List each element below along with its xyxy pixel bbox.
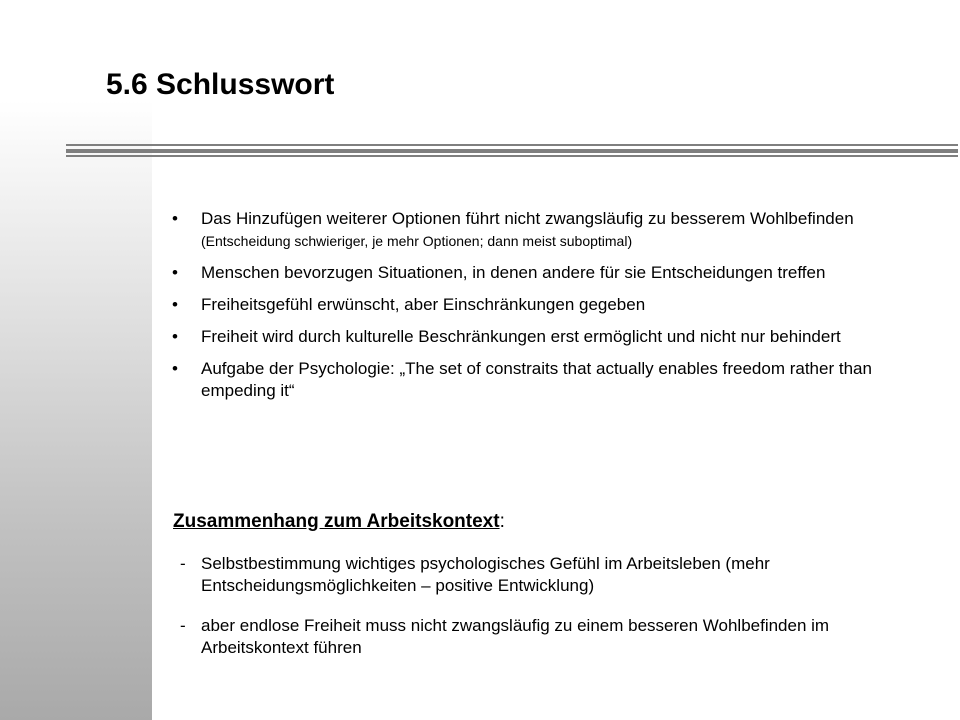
context-text: aber endlose Freiheit muss nicht zwangsläufig zu einem besseren Wohlbefinden im Arbeitskontext führen [201,616,830,657]
bullet-text: Freiheit wird durch kulturelle Beschränkungen erst ermöglicht und nicht nur behindert [201,327,841,346]
bullet-text: Aufgabe der Psychologie: „The set of constraits that actually enables freedom rather than empeding it“ [201,359,872,400]
bullet-icon: • [172,295,178,314]
bullet-item [172,208,932,252]
bullet-item [172,326,932,348]
divider-line-top [66,144,958,146]
context-heading-colon: : [499,511,505,532]
side-gradient-panel [0,0,152,720]
bullet-icon: • [172,327,178,346]
context-heading [173,511,505,533]
bullet-icon: • [172,359,178,378]
bullet-icon: • [172,209,178,228]
context-text: Selbstbestimmung wichtiges psychologisches Gefühl im Arbeitsleben (mehr Entscheidungsmöglichkeiten – positive Entwicklung) [201,554,770,595]
bullet-list [172,208,932,412]
bullet-item [172,262,932,284]
bullet-text: Freiheitsgefühl erwünscht, aber Einschränkungen gegeben [201,295,646,314]
context-item [180,553,940,597]
dash-icon: - [180,554,186,573]
bullet-note: (Entscheidung schwieriger, je mehr Optionen; dann meist suboptimal) [201,233,633,249]
context-list [180,553,940,677]
divider-line-bottom [66,155,958,157]
bullet-text: Menschen bevorzugen Situationen, in denen andere für sie Entscheidungen treffen [201,263,826,282]
bullet-text: Das Hinzufügen weiterer Optionen führt nicht zwangsläufig zu besserem Wohlbefinden [201,209,854,228]
context-heading-text: Zusammenhang zum Arbeitskontext [173,511,500,532]
dash-icon: - [180,616,186,635]
slide-title: 5.6 Schlusswort [106,68,335,101]
bullet-item [172,294,932,316]
bullet-item [172,358,932,402]
divider-line-middle [66,149,958,153]
context-item [180,615,940,659]
bullet-icon: • [172,263,178,282]
title-divider [66,144,958,158]
